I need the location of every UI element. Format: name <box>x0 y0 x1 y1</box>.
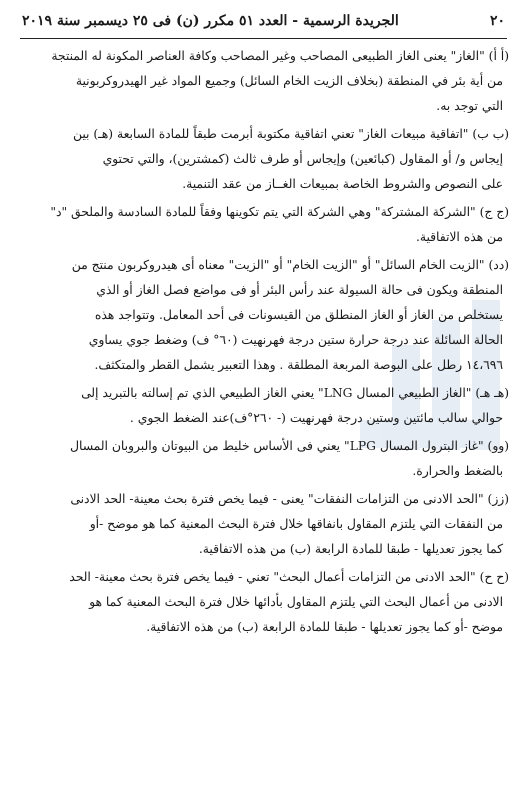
definition-paragraph-h <box>20 565 509 640</box>
page-number: ٢٠ <box>489 13 505 29</box>
definition-paragraph-e <box>20 381 509 431</box>
definition-paragraph-g <box>20 487 509 562</box>
header-divider <box>20 38 507 39</box>
paragraph-line: ١٤،٦٩٦ رطل على البوصة المربعة المطلقة . وهذا التعبير يشمل القطر والمتكثف. <box>94 358 503 372</box>
paragraph-line: المنطقة ويكون فى حالة السيولة عند رأس البئر أو فى مواضع فصل الغاز أو الذي <box>96 283 503 297</box>
document-body <box>20 44 509 792</box>
paragraph-line: (وو) "غاز البترول المسال LPG" يعني فى الأساس خليط من البيوتان والبروبان المسال <box>70 439 509 453</box>
paragraph-line: (زز) "الحد الادنى من التزامات النفقات" يعنى - فيما يخص فترة بحث معينة- الحد الادنى <box>70 492 509 506</box>
paragraph-line: الحالة السائلة عند درجة حرارة ستين درجة فهرنهيت (٦٠° ف) وضغط جوي يساوي <box>88 333 503 347</box>
definition-paragraph-a <box>20 44 509 119</box>
definition-paragraph-f <box>20 434 509 484</box>
paragraph-line: حوالي سالب مائتين وستين درجة فهرنهيت (- ٢٦٠°ف)عند الضغط الجوي . <box>129 411 503 425</box>
definition-paragraph-d <box>20 253 509 378</box>
paragraph-line: الادنى من أعمال البحث التي يلتزم المقاول بأدائها خلال فترة البحث المعنية كما هو <box>89 595 503 609</box>
paragraph-line: (ح ح) "الحد الادنى من التزامات أعمال البحث" تعني - فيما يخص فترة بحث معينة- الحد <box>69 570 509 584</box>
paragraph-line: من هذه الاتفاقية. <box>415 230 503 244</box>
paragraph-line: التي توجد به. <box>436 99 503 113</box>
paragraph-line: على النصوص والشروط الخاصة بمبيعات الغــاز من عقد التنمية. <box>182 177 503 191</box>
paragraph-line: إيجاس و/ أو المقاول (كبائعين) وإيجاس أو طرف ثالث (كمشترين)، والتي تحتوي <box>102 152 503 166</box>
paragraph-line: (ج ج) "الشركة المشتركة" وهي الشركة التي يتم تكوينها وفقاً للمادة السادسة والملحق "د" <box>50 205 509 219</box>
paragraph-line: (هـ هـ) "الغاز الطبيعي المسال LNG" يعني الغاز الطبيعي الذي تم إسالته بالتبريد إلى <box>81 386 509 400</box>
definition-paragraph-c <box>20 200 509 250</box>
paragraph-line: (ب ب) "اتفاقية مبيعات الغاز" تعني اتفاقية مكتوبة أبرمت طبقاً للمادة السابعة (هـ) بين <box>72 127 509 141</box>
paragraph-line: (أ أ) "الغاز" يعنى الغاز الطبيعى المصاحب وغير المصاحب وكافة العناصر المكونة له المنتجة <box>51 49 509 63</box>
definition-paragraph-b <box>20 122 509 197</box>
paragraph-line: من النفقات التي يلتزم المقاول بانفاقها خلال فترة البحث المعنية كما هو موضح -أو <box>89 517 503 531</box>
page-header <box>22 6 505 36</box>
paragraph-line: بالضغط والحرارة. <box>412 464 503 478</box>
paragraph-line: يستخلص من الغاز أو الغاز المنطلق من القيسونات فى أحد المعامل. وتتواجد هذه <box>94 308 503 322</box>
paragraph-line: موضح -أو كما يجوز تعديلها - طبقا للمادة الرابعة (ب) من هذه الاتفاقية. <box>146 620 503 634</box>
journal-title: الجريدة الرسمية - العدد ٥١ مكرر (ن) فى ٢٥ ديسمبر سنة ٢٠١٩ <box>22 13 399 29</box>
paragraph-line: (دد) "الزيت الخام السائل" أو "الزيت الخام" أو "الزيت" معناه أى هيدروكربون منتج من <box>71 258 509 272</box>
paragraph-line: كما يجوز تعديلها - طبقا للمادة الرابعة (ب) من هذه الاتفاقية. <box>198 542 503 556</box>
paragraph-line: من أية بئر في المنطقة (بخلاف الزيت الخام السائل) وجميع المواد غير الهيدروكربونية <box>75 74 503 88</box>
